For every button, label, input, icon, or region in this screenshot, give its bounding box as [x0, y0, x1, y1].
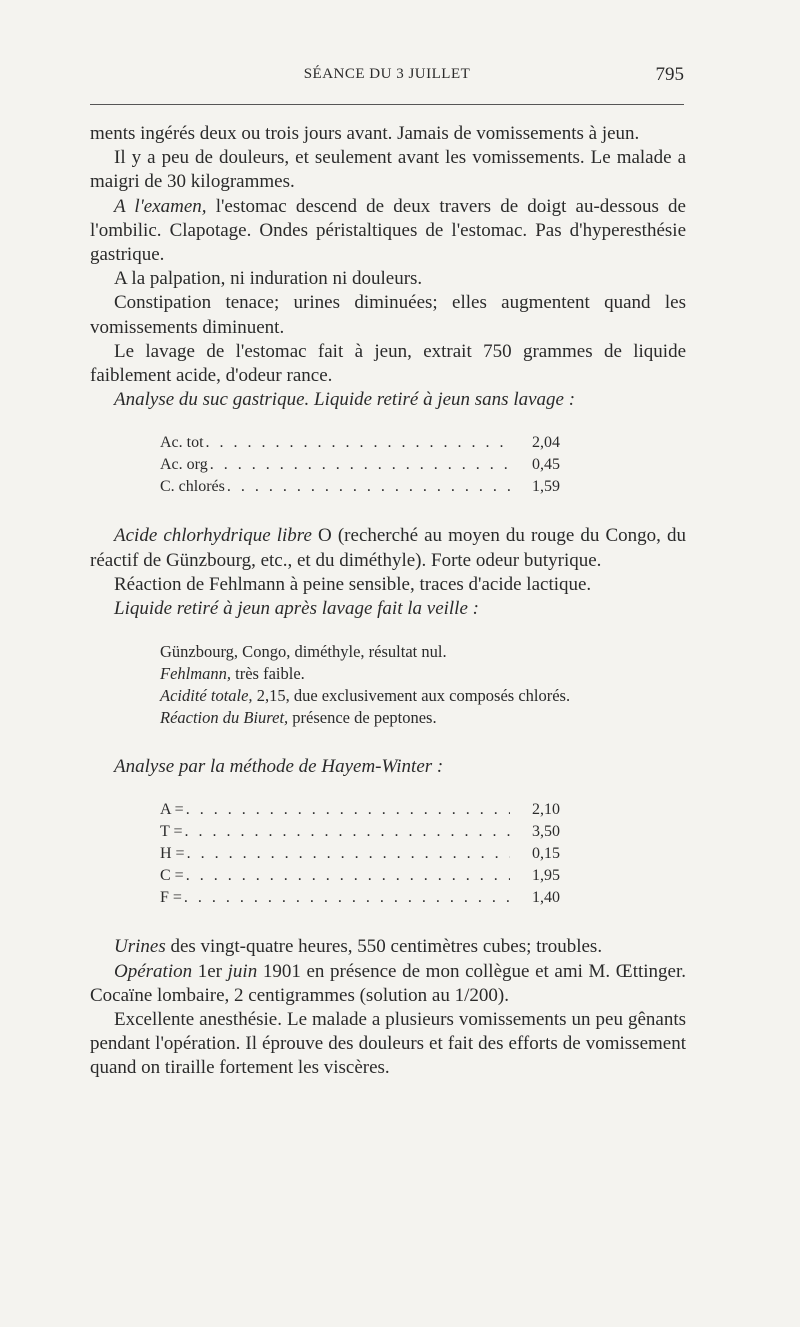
table-row — [160, 821, 560, 843]
row-label: Ac. org — [160, 456, 208, 474]
paragraph — [90, 935, 686, 959]
row-label: F = — [160, 889, 182, 907]
row-label: Ac. tot — [160, 434, 204, 452]
row-label: A = — [160, 801, 184, 819]
row-value: 1,40 — [532, 889, 560, 907]
italic-lead: Opération — [114, 960, 193, 982]
paragraph — [90, 195, 686, 268]
row-label: H = — [160, 845, 185, 863]
hayem-winter-table — [90, 799, 686, 909]
italic-lead: Urines — [114, 936, 166, 958]
row-label: T = — [160, 823, 183, 841]
paragraph — [90, 960, 686, 1008]
italic-lead: A l'examen, — [114, 195, 207, 217]
paragraph-text: 1er — [192, 960, 228, 982]
paragraph: Constipation tenace; urines diminuées; elles augmentent quand les vomissements diminuent. — [90, 292, 686, 338]
row-value: 2,10 — [532, 801, 560, 819]
note-italic: Fehlmann, — [160, 664, 232, 684]
note-line — [160, 707, 686, 729]
paragraph — [90, 524, 686, 572]
header-rule — [90, 104, 684, 105]
paragraph-text: des vingt-quatre heures, 550 centimètres cubes; troubles. — [165, 936, 603, 958]
note-line — [160, 663, 686, 685]
italic-word: juin — [227, 960, 258, 982]
section-heading: Liquide retiré à jeun après lavage fait la veille : — [114, 598, 479, 620]
paragraph: Réaction de Fehlmann à peine sensible, traces d'acide lactique. — [114, 573, 592, 595]
gastric-analysis-table — [90, 432, 686, 498]
note-italic: Acidité totale, — [160, 686, 253, 706]
section-heading: Analyse par la méthode de Hayem-Winter : — [114, 756, 444, 778]
page-number: 795 — [655, 64, 684, 85]
row-value: 1,95 — [532, 867, 560, 885]
paragraph: Le lavage de l'estomac fait à jeun, extrait 750 grammes de liquide faiblement acide, d'odeur rance. — [90, 340, 686, 387]
body-text — [90, 122, 686, 1081]
row-value: 3,50 — [532, 823, 560, 841]
row-label: C = — [160, 867, 184, 885]
row-value: 0,15 — [532, 845, 560, 863]
table-row — [160, 887, 560, 909]
paragraph-text: l'estomac descend de deux travers de doigt au-dessous de l'ombilic. Clapotage. Ondes péristaltiques de l'estomac. Pas d'hyperesthésie gastrique. — [90, 195, 686, 266]
row-value: 1,59 — [532, 478, 560, 496]
table-row — [160, 454, 560, 476]
italic-lead: Acide chlorhydrique libre — [114, 525, 312, 547]
row-value: 0,45 — [532, 456, 560, 474]
note-line — [160, 685, 686, 707]
paragraph: Il y a peu de douleurs, et seulement avant les vomissements. Le malade a maigri de 30 kilogrammes. — [90, 147, 686, 193]
row-label: C. chlorés — [160, 478, 225, 496]
note-italic: Réaction du Biuret, — [160, 708, 289, 728]
note-text: 2,15, due exclusivement aux composés chlorés. — [252, 686, 571, 706]
paragraph: Excellente anesthésie. Le malade a plusieurs vomissements un peu gênants pendant l'opération. Il éprouve des douleurs et fait des efforts de vomissement quand on tiraille fortement les viscères. — [90, 1009, 686, 1079]
table-row — [160, 865, 560, 887]
note-line: Günzbourg, Congo, diméthyle, résultat nul. — [160, 642, 447, 662]
paragraph: A la palpation, ni induration ni douleurs. — [114, 268, 423, 290]
note-text: présence de peptones. — [288, 708, 437, 728]
paragraph: ments ingérés deux ou trois jours avant. Jamais de vomissements à jeun. — [90, 123, 640, 144]
row-value: 2,04 — [532, 434, 560, 452]
paragraph-text: 1901 en présence de mon collègue et ami M. Œttinger. Cocaïne lombaire, 2 centigrammes (solution au 1/200). — [90, 960, 686, 1006]
note-text: très faible. — [231, 664, 305, 684]
section-heading: Analyse du suc gastrique. Liquide retiré à jeun sans lavage : — [114, 389, 576, 411]
table-row — [160, 432, 560, 454]
table-row — [160, 843, 560, 865]
running-head: SÉANCE DU 3 JUILLET — [303, 66, 471, 82]
table-row — [160, 476, 560, 498]
page-header — [90, 64, 684, 88]
table-row — [160, 799, 560, 821]
paragraph-text: O (recherché au moyen du rouge du Congo, du réactif de Günzbourg, etc., et du diméthyle). Forte odeur butyrique. — [90, 525, 687, 571]
